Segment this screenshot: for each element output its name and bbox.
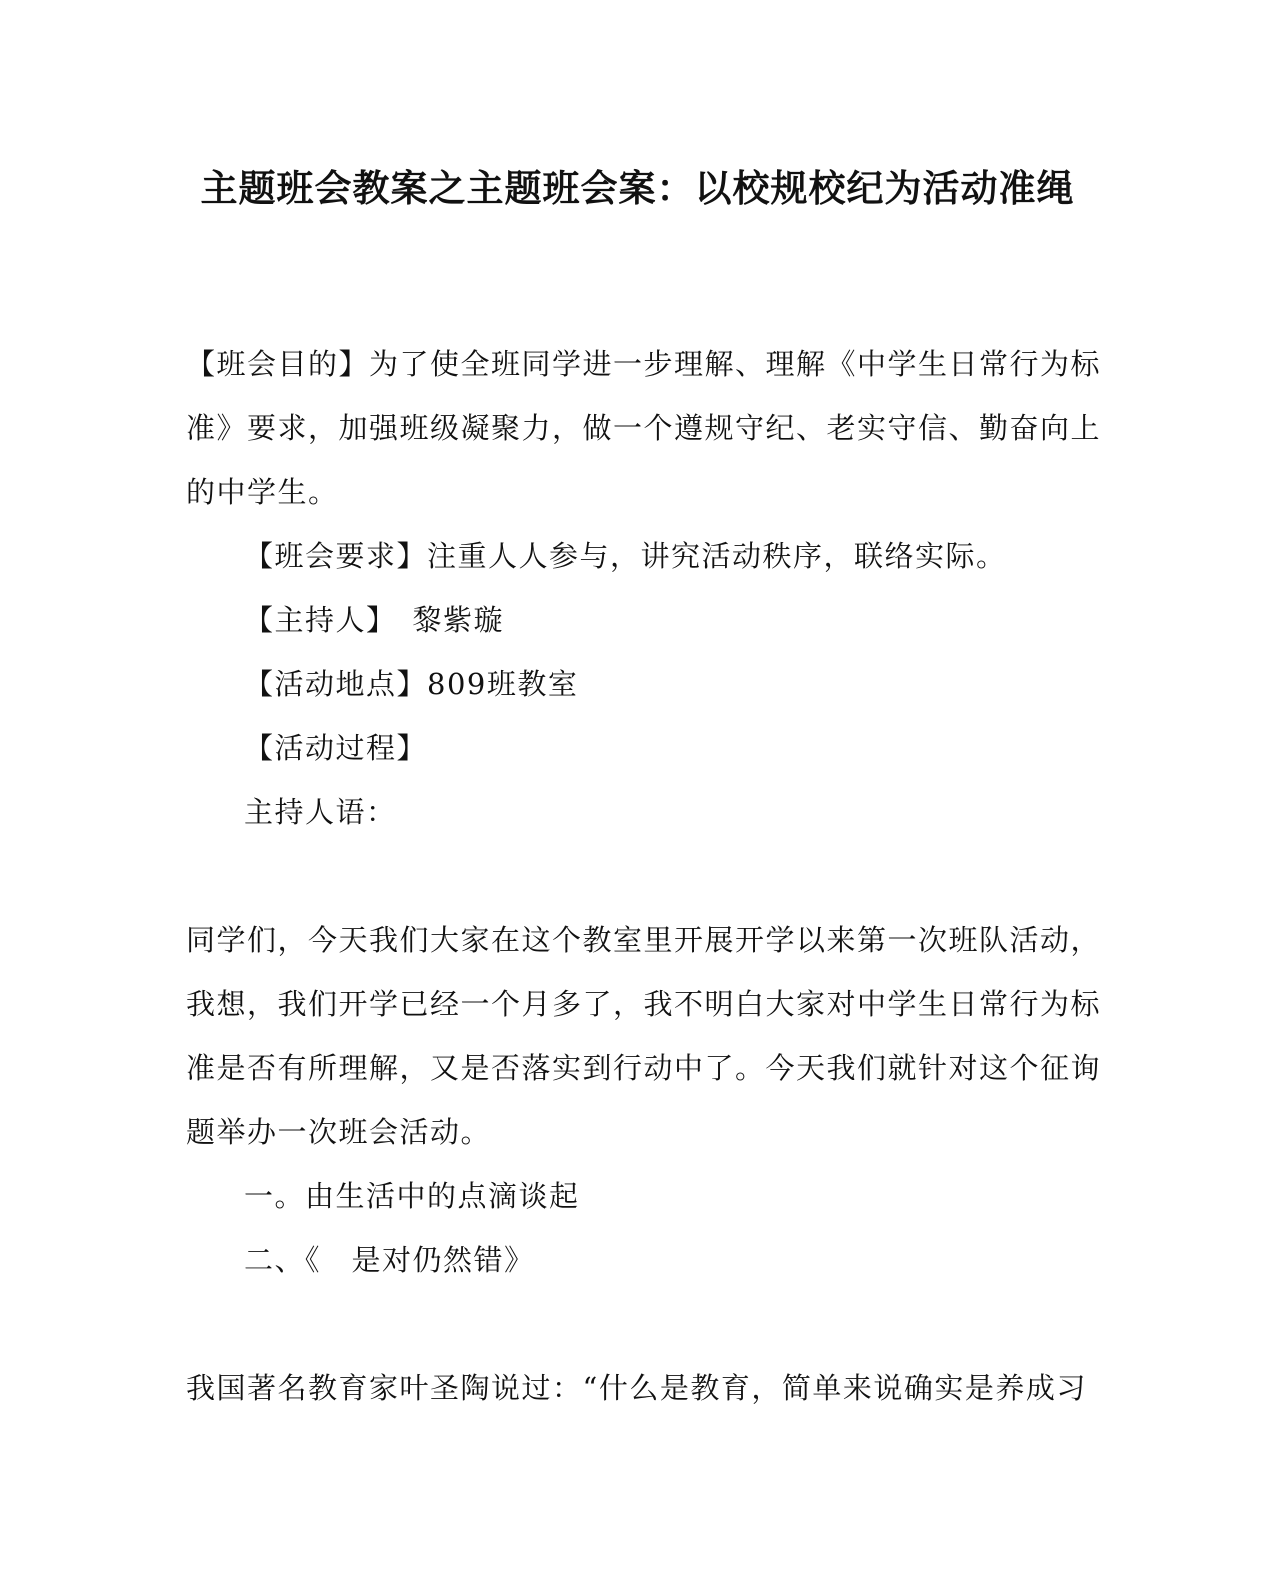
- speech-line: 准是否有所理解，又是否落实到行动中了。今天我们就针对这个征询: [186, 1051, 1102, 1085]
- meeting-details: [186, 524, 1066, 844]
- section-two-heading: 二、《 是对仍然错》: [244, 1243, 535, 1277]
- section-one-heading: 一。由生活中的点滴谈起: [244, 1179, 580, 1213]
- process-heading: 【活动过程】: [244, 731, 428, 765]
- purpose-line: 的中学生。: [186, 475, 339, 509]
- purpose-line: 【班会目的】为了使全班同学进一步理解、理解《中学生日常行为标: [186, 347, 1102, 381]
- speech-line: 题举办一次班会活动。: [186, 1115, 492, 1149]
- host-speech-paragraph: [186, 908, 1102, 1164]
- host-speech-label: 主持人语：: [244, 795, 397, 829]
- speech-line: 同学们，今天我们大家在这个教室里开展开学以来第一次班队活动，: [186, 923, 1102, 957]
- speech-line: 我想，我们开学已经一个月多了，我不明白大家对中学生日常行为标: [186, 987, 1102, 1021]
- requirement-line: 【班会要求】注重人人参与，讲究活动秩序，联络实际。: [244, 539, 1007, 573]
- document-title: 主题班会教案之主题班会案：以校规校纪为活动准绳: [200, 166, 1075, 210]
- purpose-line: 准》要求，加强班级凝聚力，做一个遵规守纪、老实守信、勤奋向上: [186, 411, 1102, 445]
- location-line: 【活动地点】809班教室: [244, 667, 579, 701]
- quote-line: 我国著名教育家叶圣陶说过：“什么是教育，简单来说确实是养成习: [186, 1371, 1087, 1405]
- purpose-paragraph: [186, 332, 1102, 524]
- host-line: 【主持人】 黎紫璇: [244, 603, 505, 637]
- quote-paragraph: [186, 1356, 1087, 1420]
- sections: [186, 1164, 1066, 1292]
